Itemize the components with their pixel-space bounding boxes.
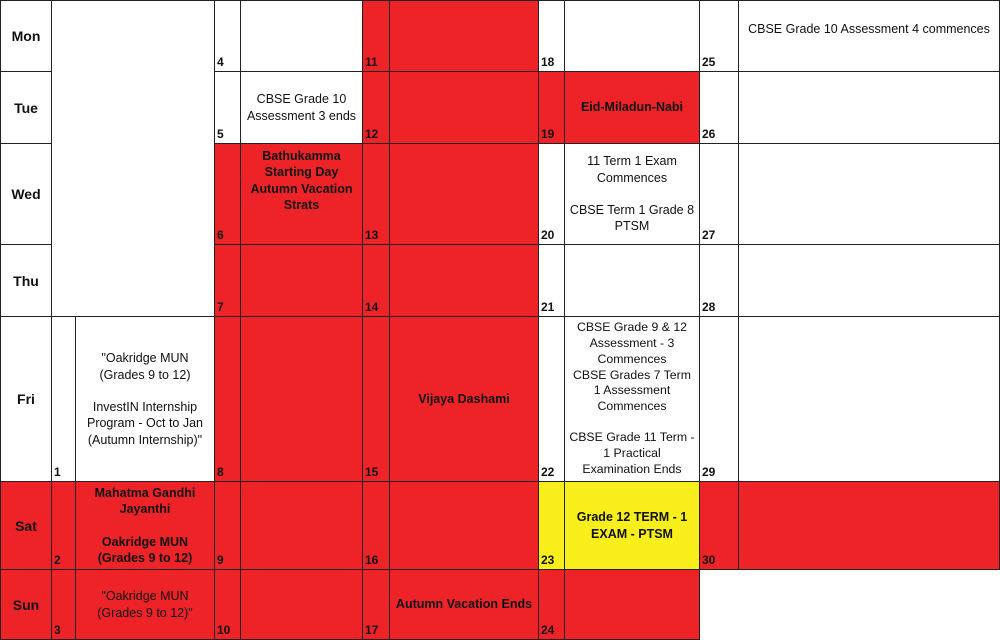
day-label-tue: Tue: [0, 71, 52, 144]
holiday-cell: [389, 481, 539, 570]
day-label-thu: Thu: [0, 244, 52, 317]
holiday-cell: [389, 71, 539, 144]
date-cell: 25: [699, 0, 739, 72]
date-cell: 5: [214, 71, 241, 144]
empty-cell: [51, 0, 215, 317]
date-cell: 24: [538, 569, 565, 640]
date-cell: 13: [362, 143, 390, 245]
holiday-cell: Bathukamma Starting Day Autumn Vacation Strats: [240, 143, 363, 245]
date-cell: 7: [214, 244, 241, 317]
date-cell: 23: [538, 481, 565, 570]
date-cell: 19: [538, 71, 565, 144]
date-cell: 3: [51, 569, 76, 640]
event-cell: [564, 244, 700, 317]
event-cell: CBSE Grade 10 Assessment 4 commences: [738, 0, 1000, 72]
event-cell: CBSE Grade 10 Assessment 3 ends: [240, 71, 363, 144]
date-cell: 9: [214, 481, 241, 570]
date-cell: 18: [538, 0, 565, 72]
event-cell: CBSE Grade 9 & 12 Assessment - 3 Commences CBSE Grades 7 Term 1 Assessment Commences CBSE Grade 11 Term - 1 Practical Examination Ends: [564, 316, 700, 482]
holiday-cell: [389, 0, 539, 72]
day-label-wed: Wed: [0, 143, 52, 245]
holiday-cell: [240, 244, 363, 317]
holiday-cell: [240, 316, 363, 482]
holiday-cell: Mahatma Gandhi Jayanthi Oakridge MUN (Grades 9 to 12): [75, 481, 215, 570]
event-cell: "Oakridge MUN (Grades 9 to 12) InvestIN Internship Program - Oct to Jan (Autumn Internship)": [75, 316, 215, 482]
event-cell: [738, 316, 1000, 482]
date-cell: 15: [362, 316, 390, 482]
event-cell: [564, 0, 700, 72]
date-cell: 10: [214, 569, 241, 640]
date-cell: 4: [214, 0, 241, 72]
day-label-sun: Sun: [0, 569, 52, 640]
empty-cell: [700, 570, 1000, 640]
holiday-cell: "Oakridge MUN (Grades 9 to 12)": [75, 569, 215, 640]
day-label-fri: Fri: [0, 316, 52, 482]
holiday-cell: Vijaya Dashami: [389, 316, 539, 482]
date-cell: 2: [51, 481, 76, 570]
holiday-cell: [564, 569, 700, 640]
date-cell: 28: [699, 244, 739, 317]
date-cell: 16: [362, 481, 390, 570]
event-cell: [240, 0, 363, 72]
date-cell: 1: [51, 316, 76, 482]
date-cell: 12: [362, 71, 390, 144]
date-cell: 26: [699, 71, 739, 144]
date-cell: 30: [699, 481, 739, 570]
exam-cell: Grade 12 TERM - 1 EXAM - PTSM: [564, 481, 700, 570]
date-cell: 6: [214, 143, 241, 245]
day-label-sat: Sat: [0, 481, 52, 570]
event-cell: [738, 71, 1000, 144]
holiday-cell: [389, 143, 539, 245]
date-cell: 8: [214, 316, 241, 482]
date-cell: 14: [362, 244, 390, 317]
holiday-cell: [240, 569, 363, 640]
holiday-cell: Eid-Miladun-Nabi: [564, 71, 700, 144]
date-cell: 11: [362, 0, 390, 72]
holiday-cell: Autumn Vacation Ends: [389, 569, 539, 640]
holiday-cell: [389, 244, 539, 317]
date-cell: 20: [538, 143, 565, 245]
day-label-mon: Mon: [0, 0, 52, 72]
date-cell: 21: [538, 244, 565, 317]
event-cell: [738, 143, 1000, 245]
date-cell: 29: [699, 316, 739, 482]
holiday-cell: [738, 481, 1000, 570]
date-cell: 27: [699, 143, 739, 245]
date-cell: 22: [538, 316, 565, 482]
holiday-cell: [240, 481, 363, 570]
event-cell: 11 Term 1 Exam Commences CBSE Term 1 Grade 8 PTSM: [564, 143, 700, 245]
date-cell: 17: [362, 569, 390, 640]
event-cell: [738, 244, 1000, 317]
